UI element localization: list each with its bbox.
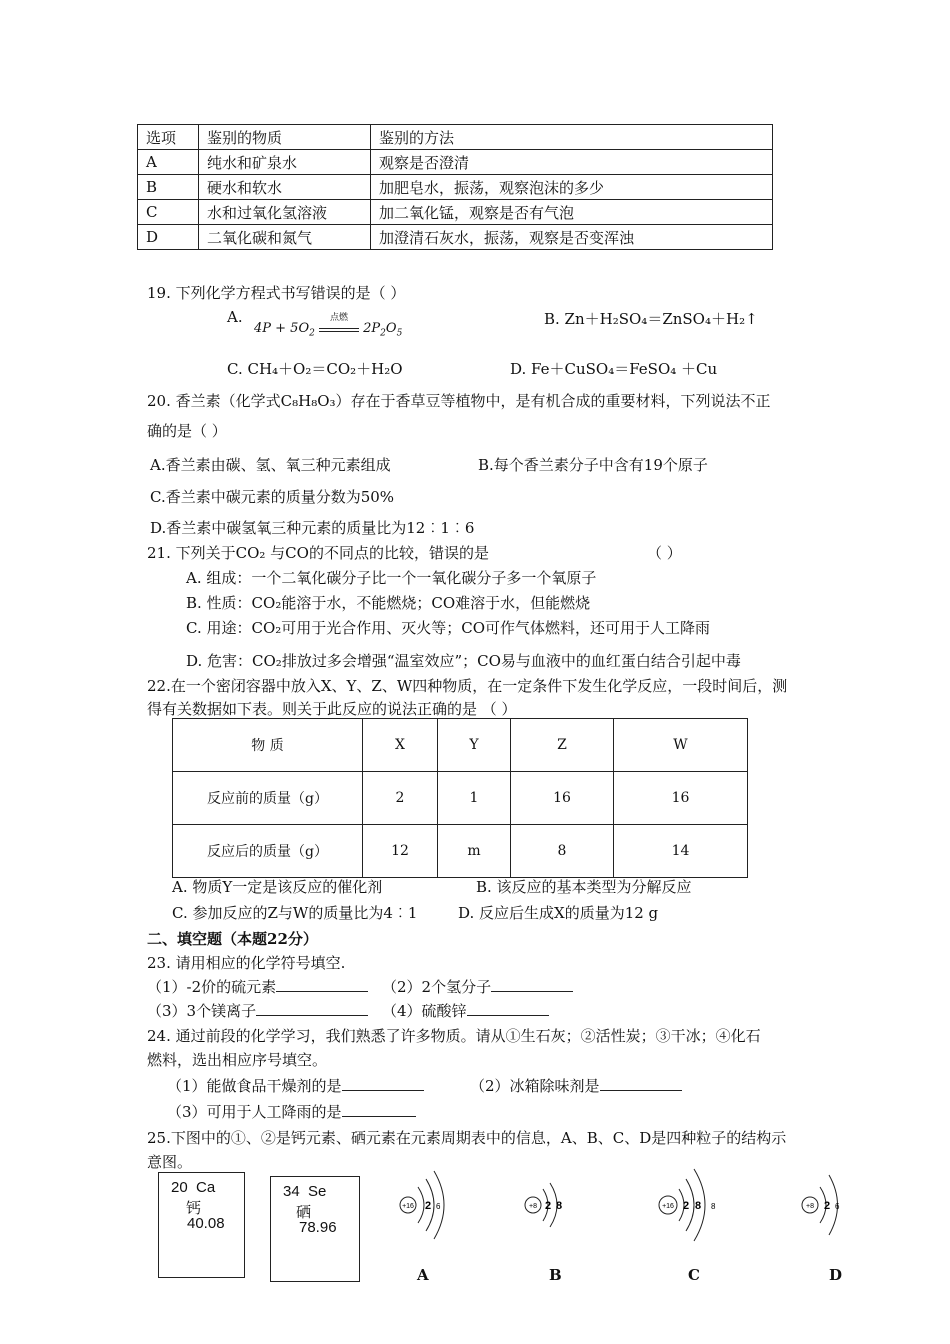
- atomic-number: 20: [171, 1179, 188, 1196]
- q23-item-2-label: （2）2个氢分子: [382, 978, 492, 996]
- q24-item-3-label: （3）可用于人工降雨的是: [167, 1103, 342, 1121]
- identification-table: [137, 124, 773, 250]
- electron-count: 2: [824, 1200, 831, 1212]
- table-cell: A: [138, 150, 199, 175]
- table-cell: 加肥皂水，振荡，观察泡沫的多少: [371, 175, 773, 200]
- table-header-cell: 鉴别的方法: [371, 125, 773, 150]
- table-header-cell: 选项: [138, 125, 199, 150]
- table-header-cell: Y: [438, 719, 511, 772]
- q19-option-b: B. Zn＋H₂SO₄＝ZnSO₄＋H₂↑: [544, 310, 758, 328]
- table-cell: B: [138, 175, 199, 200]
- table-cell: 纯水和矿泉水: [199, 150, 371, 175]
- element-name: 钙: [186, 1199, 202, 1217]
- table-cell: 16: [614, 772, 748, 825]
- table-row: [138, 200, 773, 225]
- q19-option-a-equation: $4P + 5O_2$ 点燃 $2P_2O_5$: [254, 320, 402, 339]
- q19-option-a-label: A.: [227, 308, 243, 326]
- table-cell: 8: [511, 825, 614, 878]
- q23-item-4-label: （4）硫酸锌: [382, 1002, 467, 1020]
- answer-blank[interactable]: [600, 1076, 682, 1091]
- q23-item-1: [147, 976, 368, 997]
- q24-line1: 24. 通过前段的化学学习，我们熟悉了许多物质。请从①生石灰；②活性炭；③干冰；④化石: [147, 1027, 761, 1045]
- equation-right: 2P: [363, 321, 381, 336]
- q19-option-c: C. CH₄＋O₂＝CO₂＋H₂O: [227, 360, 403, 378]
- q19-option-d: D. Fe＋CuSO₄＝FeSO₄ ＋Cu: [510, 360, 718, 378]
- answer-blank[interactable]: [276, 977, 368, 992]
- q22-option-d: D. 反应后生成X的质量为12 g: [458, 904, 659, 922]
- table-header-cell: W: [614, 719, 748, 772]
- element-card-selenium: [270, 1176, 360, 1282]
- particle-diagram-b: [525, 1183, 562, 1227]
- equation-left: 4P + 5O: [254, 321, 310, 336]
- q23-item-3-label: （3）3个镁离子: [147, 1002, 257, 1020]
- electron-count: 8: [556, 1200, 563, 1212]
- electron-count: 8: [695, 1200, 702, 1212]
- table-cell: 12: [363, 825, 438, 878]
- particle-diagram-d: [802, 1175, 840, 1235]
- q20-option-b: B.每个香兰素分子中含有19个原子: [478, 456, 708, 474]
- q20-line2: 确的是（ ）: [147, 422, 227, 440]
- table-header-cell: 鉴别的物质: [199, 125, 371, 150]
- q22-option-c: C. 参加反应的Z与W的质量比为4︰1: [172, 904, 418, 922]
- q22-line2: 得有关数据如下表。则关于此反应的说法正确的是 （ ）: [147, 700, 517, 718]
- table-cell: m: [438, 825, 511, 878]
- nucleus-charge: +8: [806, 1203, 814, 1210]
- table-cell: 二氧化碳和氮气: [199, 225, 371, 250]
- equation-condition: 点燃: [329, 313, 348, 323]
- q21-option-a: A. 组成：一个二氧化碳分子比一个一氧化碳分子多一个氧原子: [186, 569, 597, 587]
- table-header-row: [173, 719, 748, 772]
- answer-blank[interactable]: [342, 1102, 416, 1117]
- table-cell: 硬水和软水: [199, 175, 371, 200]
- answer-blank[interactable]: [467, 1001, 549, 1016]
- element-name: 硒: [296, 1203, 312, 1221]
- particle-label: D: [829, 1266, 843, 1284]
- table-cell: 16: [511, 772, 614, 825]
- table-row: [173, 825, 748, 878]
- q25-line2: 意图。: [147, 1153, 193, 1171]
- q24-line2: 燃料，选出相应序号填空。: [147, 1051, 328, 1069]
- q23-item-4: [382, 1000, 549, 1021]
- particle-diagram-c: [659, 1169, 716, 1241]
- table-row: [138, 150, 773, 175]
- q25-line1: 25.下图中的①、②是钙元素、硒元素在元素周期表中的信息，A、B、C、D是四种粒子的结构示: [147, 1129, 787, 1147]
- table-cell: 2: [363, 772, 438, 825]
- q24-item-3: [167, 1101, 416, 1122]
- table-row: [173, 772, 748, 825]
- q21-option-d: D. 危害：CO₂排放过多会增强“温室效应”；CO易与血液中的血红蛋白结合引起中毒: [186, 652, 741, 670]
- electron-count: 6: [835, 1202, 840, 1211]
- table-cell: 反应后的质量（g）: [173, 825, 363, 878]
- answer-blank[interactable]: [491, 977, 573, 992]
- q23-item-1-label: （1）-2价的硫元素: [147, 978, 277, 996]
- table-cell: 加澄清石灰水，振荡，观察是否变浑浊: [371, 225, 773, 250]
- electron-count: 2: [683, 1200, 690, 1212]
- reaction-mass-table: [172, 718, 748, 878]
- q20-option-a: A.香兰素由碳、氢、氧三种元素组成: [150, 456, 391, 474]
- q23-stem: 23. 请用相应的化学符号填空.: [147, 954, 346, 972]
- table-header-row: [138, 125, 773, 150]
- table-row: [138, 175, 773, 200]
- electron-count: 6: [436, 1202, 441, 1211]
- table-row: [138, 225, 773, 250]
- element-card-calcium: [158, 1172, 245, 1278]
- atomic-number: 34: [283, 1183, 300, 1200]
- element-symbol: Se: [308, 1183, 327, 1200]
- table-cell: D: [138, 225, 199, 250]
- q22-line1: 22.在一个密闭容器中放入X、Y、Z、W四种物质，在一定条件下发生化学反应，一段时间后，测: [147, 677, 788, 695]
- q22-option-b: B. 该反应的基本类型为分解反应: [476, 878, 692, 896]
- section-heading: 二、填空题（本题22分）: [147, 930, 318, 948]
- q23-item-2: [382, 976, 573, 997]
- particle-label: B: [549, 1266, 562, 1284]
- table-cell: 观察是否澄清: [371, 150, 773, 175]
- q20-line1: 20. 香兰素（化学式C₈H₈O₃）存在于香草豆等植物中，是有机合成的重要材料，下列说法不正: [147, 392, 771, 410]
- nucleus-charge: +8: [529, 1203, 537, 1210]
- q24-item-2-label: （2）冰箱除味剂是: [470, 1077, 600, 1095]
- atomic-mass: 40.08: [187, 1215, 225, 1232]
- q24-item-2: [470, 1075, 682, 1096]
- table-header-cell: X: [363, 719, 438, 772]
- q21-option-c: C. 用途：CO₂可用于光合作用、灭火等；CO可作气体燃料，还可用于人工降雨: [186, 619, 711, 637]
- q24-item-1-label: （1）能做食品干燥剂的是: [167, 1077, 342, 1095]
- electron-count: 2: [425, 1200, 432, 1212]
- answer-blank[interactable]: [342, 1076, 424, 1091]
- particle-diagrams: [390, 1165, 850, 1245]
- q21-stem: 21. 下列关于CO₂ 与CO的不同点的比较，错误的是: [147, 544, 489, 562]
- table-header-cell: Z: [511, 719, 614, 772]
- element-symbol: Ca: [196, 1179, 216, 1196]
- table-header-cell: 物 质: [173, 719, 363, 772]
- nucleus-charge: +16: [662, 1203, 674, 1210]
- table-cell: 水和过氧化氢溶液: [199, 200, 371, 225]
- table-cell: 反应前的质量（g）: [173, 772, 363, 825]
- table-cell: 14: [614, 825, 748, 878]
- q22-option-a: A. 物质Y一定是该反应的催化剂: [172, 878, 383, 896]
- q24-item-1: [167, 1075, 424, 1096]
- q23-item-3: [147, 1000, 368, 1021]
- q19-stem: 19. 下列化学方程式书写错误的是（ ）: [147, 284, 406, 302]
- answer-blank[interactable]: [256, 1001, 368, 1016]
- electron-count: 8: [711, 1202, 716, 1211]
- electron-count: 2: [545, 1200, 552, 1212]
- q20-option-d: D.香兰素中碳氢氧三种元素的质量比为12︰1︰6: [150, 519, 475, 537]
- table-cell: C: [138, 200, 199, 225]
- q21-answer-paren: （ ）: [647, 544, 682, 562]
- atomic-mass: 78.96: [299, 1219, 337, 1236]
- particle-label: C: [688, 1266, 700, 1284]
- q21-option-b: B. 性质：CO₂能溶于水，不能燃烧；CO难溶于水，但能燃烧: [186, 594, 591, 612]
- particle-label: A: [417, 1266, 429, 1284]
- particle-diagram-a: [400, 1171, 444, 1239]
- table-cell: 加二氧化锰，观察是否有气泡: [371, 200, 773, 225]
- q20-option-c: C.香兰素中碳元素的质量分数为50%: [150, 488, 395, 506]
- table-cell: 1: [438, 772, 511, 825]
- nucleus-charge: +16: [402, 1203, 414, 1210]
